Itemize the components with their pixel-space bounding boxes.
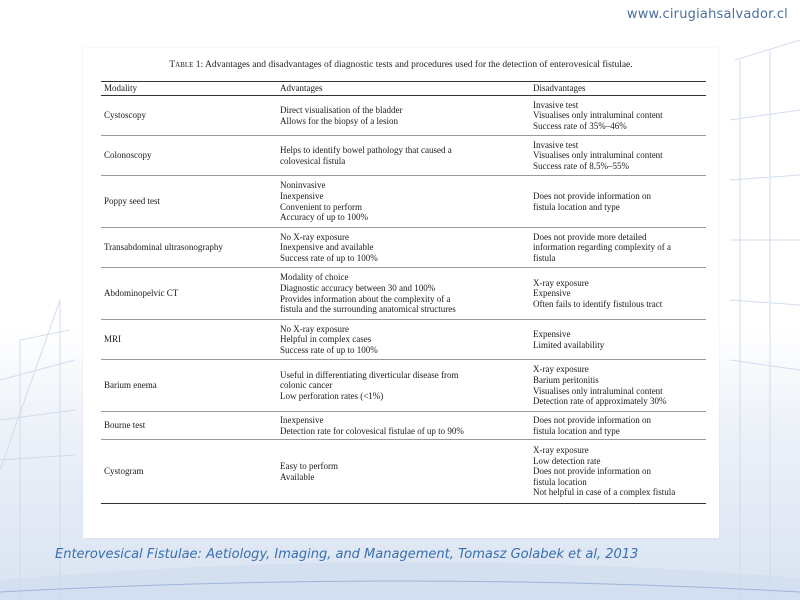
advantages-line: Provides information about the complexity of a (280, 293, 451, 304)
disadvantages-line: Expensive (533, 328, 571, 339)
cell-advantages (277, 440, 530, 504)
cell-disadvantages (530, 412, 706, 440)
disadvantages-line: Invasive test (533, 139, 579, 150)
citation: Enterovesical Fistulae: Aetiology, Imaging, and Management, Tomasz Golabek et al, 2013 (55, 547, 639, 562)
table-row (101, 136, 706, 176)
cell-modality: Abdominopelvic CT (104, 288, 179, 299)
cell-disadvantages (530, 320, 706, 360)
disadvantages-line: Success rate of 8.5%–55% (533, 160, 629, 171)
cell-advantages (277, 136, 530, 176)
cell-advantages (277, 360, 530, 412)
advantages-line: Inexpensive (280, 190, 324, 201)
disadvantages-line: Visualises only intraluminal content (533, 110, 663, 121)
disadvantages-line: X-ray exposure (533, 277, 589, 288)
table-row (101, 320, 706, 360)
advantages-line: Allows for the biopsy of a lesion (280, 115, 398, 126)
disadvantages-line: Success rate of 35%–46% (533, 120, 627, 131)
disadvantages-line: Expensive (533, 288, 571, 299)
table-row (101, 96, 706, 136)
disadvantages-line: Low detection rate (533, 455, 601, 466)
cell-modality: Barium enema (104, 380, 157, 391)
table-row (101, 228, 706, 268)
cell-disadvantages (530, 268, 706, 320)
disadvantages-line: Often fails to identify fistulous tract (533, 298, 663, 309)
disadvantages-line: Does not provide information on (533, 190, 651, 201)
table-row (101, 268, 706, 320)
disadvantages-line: Detection rate of approximately 30% (533, 396, 667, 407)
advantages-line: Inexpensive and available (280, 242, 374, 253)
column-header-disadvantages: Disadvantages (530, 82, 706, 96)
disadvantages-line: fistula (533, 252, 556, 263)
advantages-line: Low perforation rates (<1%) (280, 390, 384, 401)
table-body (101, 96, 706, 504)
cell-modality: Transabdominal ultrasonography (104, 242, 223, 253)
disadvantages-line: Invasive test (533, 99, 579, 110)
diagnostic-table (101, 81, 706, 504)
document-panel (83, 48, 719, 538)
advantages-line: Modality of choice (280, 272, 349, 283)
disadvantages-line: Does not provide information on (533, 414, 651, 425)
cell-disadvantages (530, 440, 706, 504)
disadvantages-line: information regarding complexity of a (533, 242, 671, 253)
column-header-advantages: Advantages (277, 82, 530, 96)
advantages-line: Accuracy of up to 100% (280, 212, 368, 223)
disadvantages-line: Not helpful in case of a complex fistula (533, 487, 676, 498)
disadvantages-line: fistula location (533, 476, 587, 487)
cell-advantages (277, 96, 530, 136)
cell-disadvantages (530, 228, 706, 268)
cell-modality: MRI (104, 334, 122, 345)
advantages-line: Success rate of up to 100% (280, 344, 378, 355)
disadvantages-line: Does not provide information on (533, 466, 651, 477)
disadvantages-line: Visualises only intraluminal content (533, 385, 663, 396)
advantages-line: fistula and the surrounding anatomical structures (280, 304, 456, 315)
cell-disadvantages (530, 176, 706, 228)
table-row (101, 176, 706, 228)
advantages-line: Noninvasive (280, 180, 326, 191)
column-header-modality: Modality (101, 82, 277, 96)
advantages-line: No X-ray exposure (280, 231, 349, 242)
cell-modality: Colonoscopy (104, 150, 152, 161)
disadvantages-line: X-ray exposure (533, 364, 589, 375)
cell-advantages (277, 268, 530, 320)
advantages-line: colovesical fistula (280, 155, 346, 166)
diagnostic-table-wrap (101, 81, 706, 504)
cell-disadvantages (530, 96, 706, 136)
cell-advantages (277, 320, 530, 360)
table-row (101, 412, 706, 440)
cell-advantages (277, 412, 530, 440)
disadvantages-line: fistula location and type (533, 201, 620, 212)
disadvantages-line: Barium peritonitis (533, 374, 599, 385)
advantages-line: Helpful in complex cases (280, 334, 372, 345)
cell-advantages (277, 176, 530, 228)
advantages-line: Detection rate for colovesical fistulae of up to 90% (280, 425, 464, 436)
disadvantages-line: Does not provide more detailed (533, 231, 647, 242)
advantages-line: Useful in differentiating diverticular disease from (280, 369, 459, 380)
advantages-line: Success rate of up to 100% (280, 252, 378, 263)
table-caption (83, 60, 719, 70)
disadvantages-line: Limited availability (533, 339, 605, 350)
advantages-line: Available (280, 471, 315, 482)
advantages-line: Easy to perform (280, 460, 338, 471)
cell-modality: Poppy seed test (104, 196, 160, 207)
cell-modality: Bourne test (104, 420, 146, 431)
advantages-line: Helps to identify bowel pathology that caused a (280, 144, 452, 155)
advantages-line: Inexpensive (280, 414, 324, 425)
site-url[interactable]: www.cirugiahsalvador.cl (626, 7, 788, 22)
disadvantages-line: Visualises only intraluminal content (533, 150, 663, 161)
table-row (101, 440, 706, 504)
cell-advantages (277, 228, 530, 268)
cell-disadvantages (530, 136, 706, 176)
cell-modality: Cystogram (104, 466, 144, 477)
table-row (101, 360, 706, 412)
advantages-line: Convenient to perform (280, 201, 362, 212)
cell-modality: Cystoscopy (104, 110, 147, 121)
advantages-line: Diagnostic accuracy between 30 and 100% (280, 282, 436, 293)
advantages-line: No X-ray exposure (280, 323, 349, 334)
advantages-line: Direct visualisation of the bladder (280, 104, 403, 115)
table-caption-label: Table 1: (169, 60, 204, 70)
table-caption-text: Advantages and disadvantages of diagnostic tests and procedures used for the detection of enterovesical fistulae. (205, 60, 633, 70)
advantages-line: colonic cancer (280, 380, 333, 391)
disadvantages-line: fistula location and type (533, 425, 620, 436)
cell-disadvantages (530, 360, 706, 412)
disadvantages-line: X-ray exposure (533, 445, 589, 456)
table-header-row (101, 82, 706, 96)
